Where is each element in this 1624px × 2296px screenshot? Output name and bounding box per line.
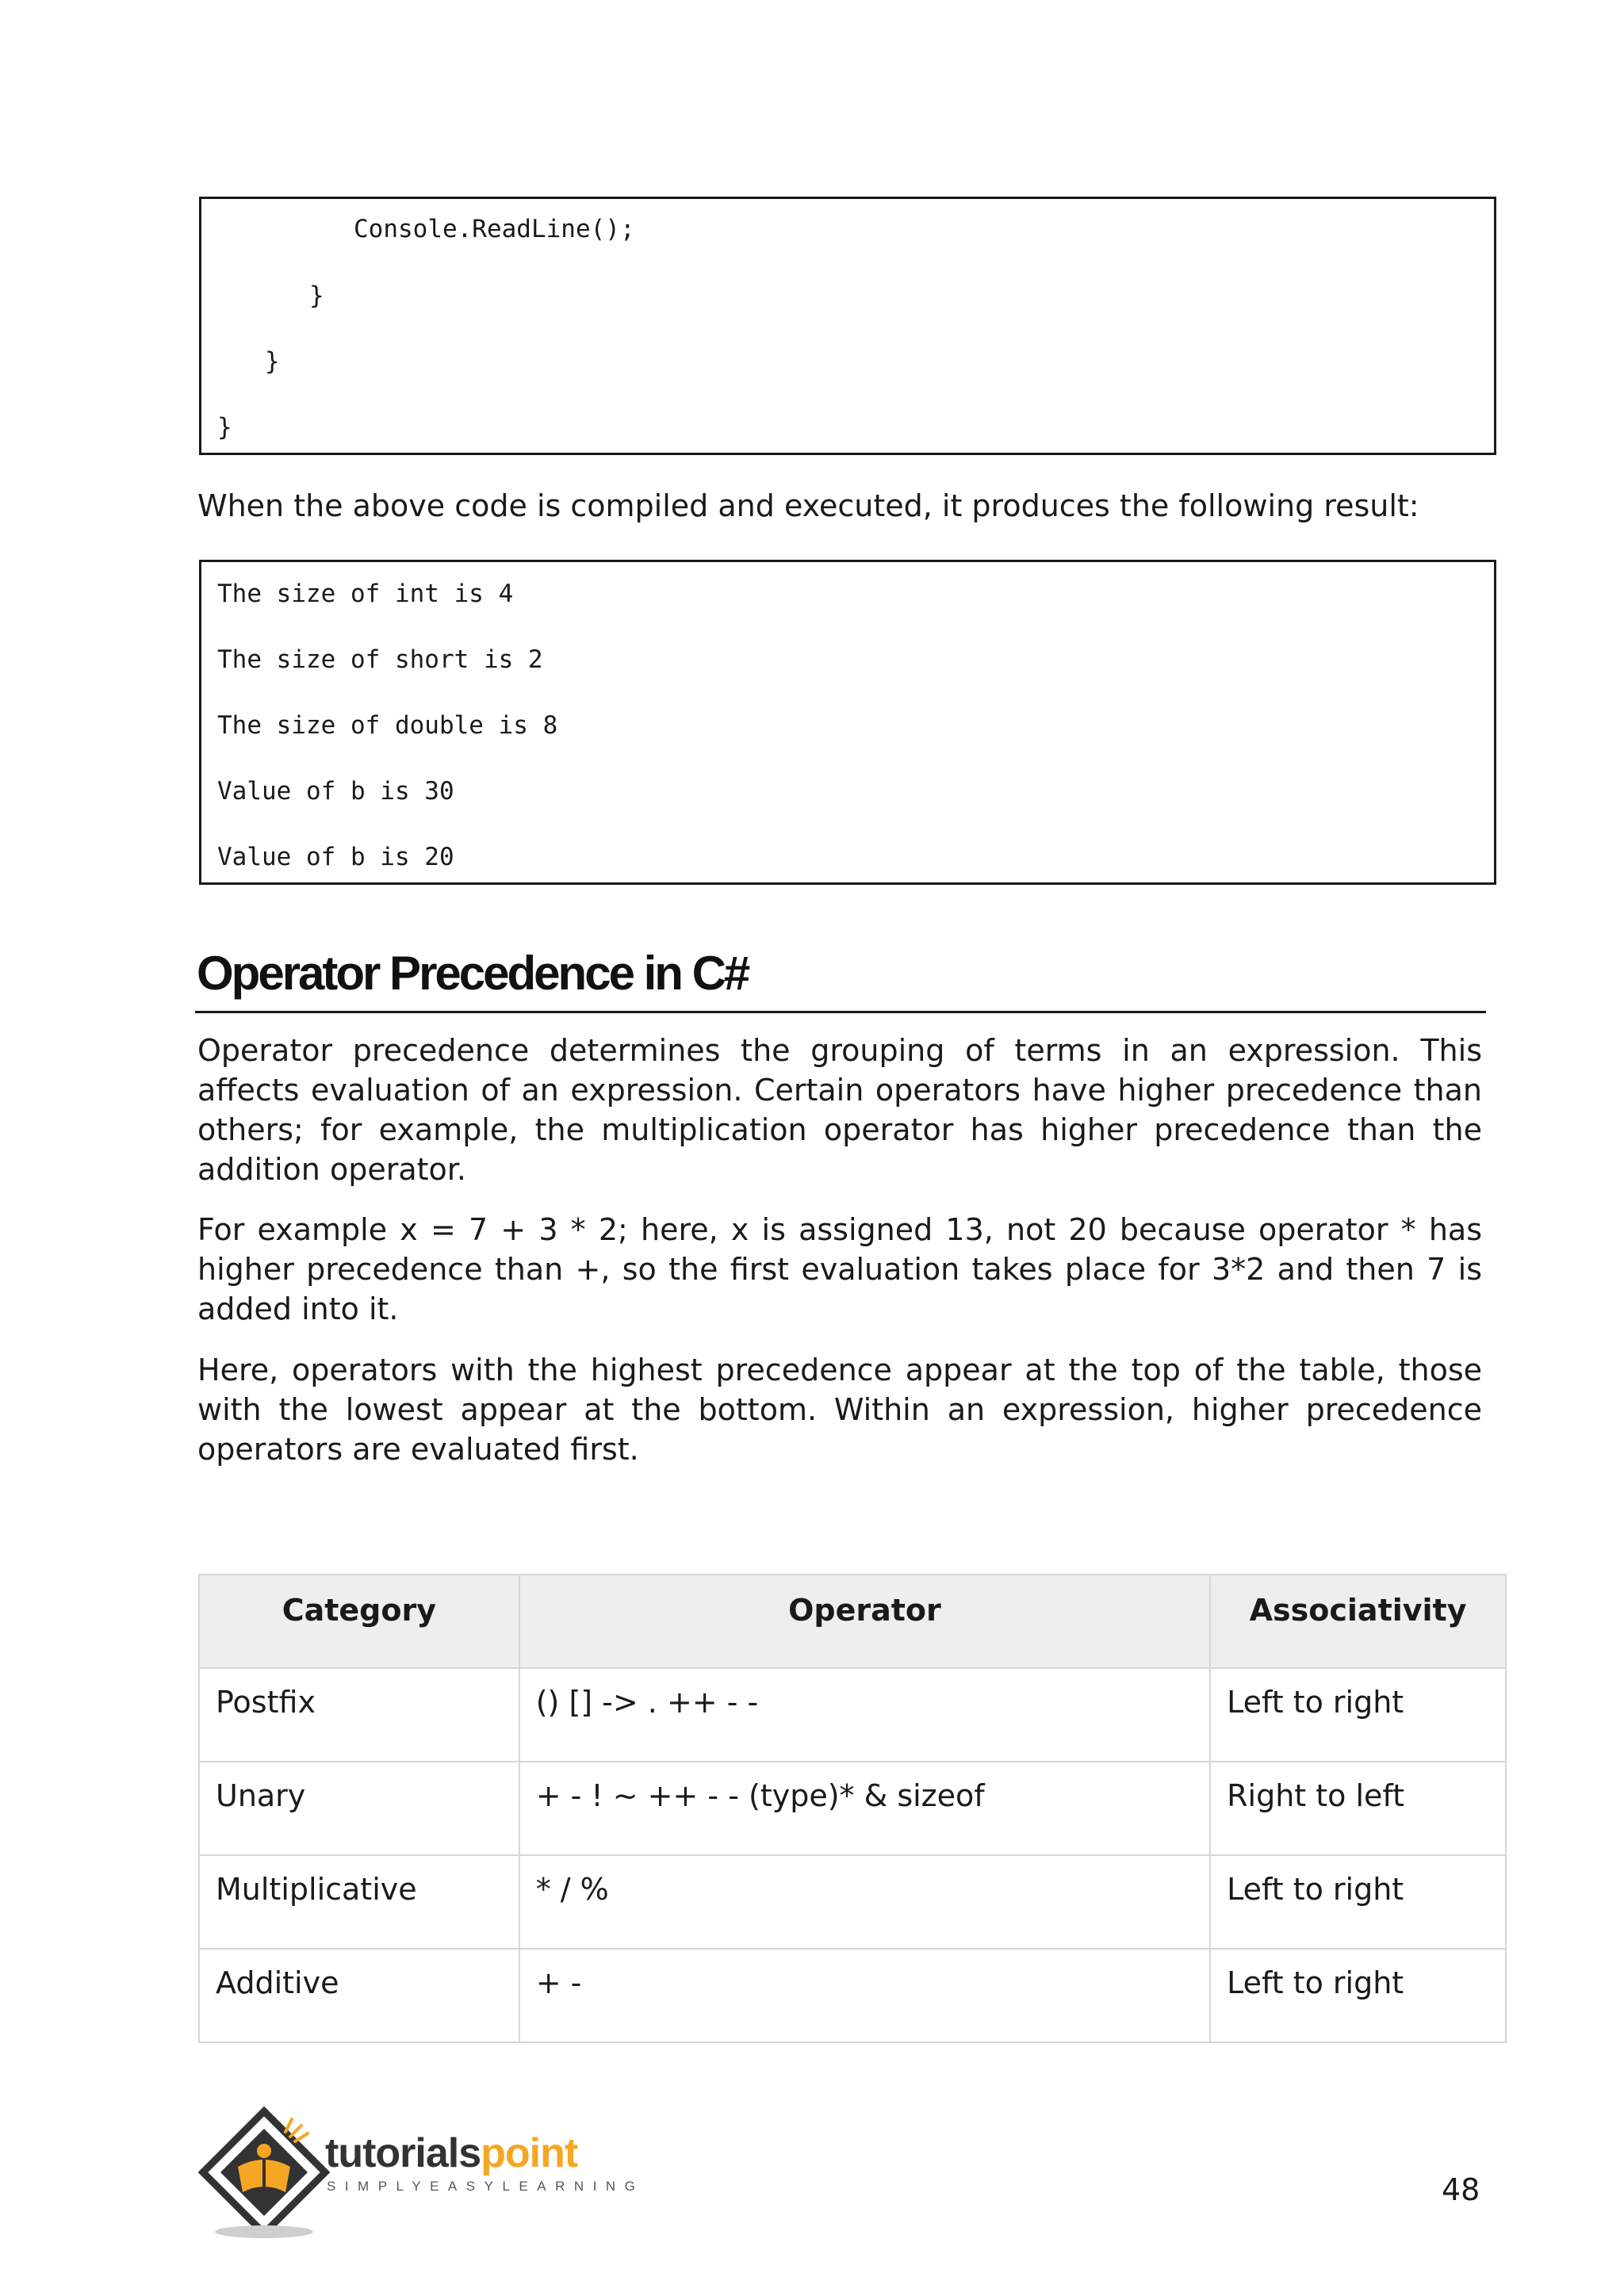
result-line: The size of int is 4 <box>217 580 514 608</box>
result-block <box>199 560 1496 885</box>
logo-emblem-icon <box>203 2111 325 2238</box>
paragraph-example: For example x = 7 + 3 * 2; here, x is assigned 13, not 20 because operator * has higher precedence than +, so the first evaluation takes place for 3*2 and then 7 is added into it. <box>197 1212 1482 1326</box>
tutorialspoint-logo <box>197 2105 657 2240</box>
cell-category: Multiplicative <box>199 1855 519 1949</box>
result-line: The size of short is 2 <box>217 645 543 674</box>
cell-associativity: Right to left <box>1210 1762 1506 1855</box>
table-row <box>199 1668 1506 1762</box>
header-category: Category <box>199 1575 519 1668</box>
code-line: } <box>309 281 324 310</box>
paragraph-table-explainer: Here, operators with the highest precedence appear at the top of the table, those with the lowest appear at the bottom. Within an expression, higher precedence operators are evaluated first. <box>197 1353 1482 1467</box>
section-title: Operator Precedence in C# <box>197 947 749 1000</box>
cell-operator: () [] -> . ++ - - <box>519 1668 1210 1762</box>
header-associativity: Associativity <box>1210 1575 1506 1668</box>
code-line: Console.ReadLine(); <box>354 215 635 243</box>
cell-category: Additive <box>199 1949 519 2042</box>
result-line: Value of b is 20 <box>217 843 454 871</box>
table-header-row <box>199 1575 1506 1668</box>
cell-operator: + - <box>519 1949 1210 2042</box>
code-line: } <box>217 413 232 442</box>
header-operator: Operator <box>519 1575 1210 1668</box>
logo-wordmark: tutorialspoint <box>325 2130 578 2176</box>
table-row <box>199 1855 1506 1949</box>
cell-operator: * / % <box>519 1855 1210 1949</box>
page-number: 48 <box>1442 2172 1480 2207</box>
code-block <box>199 197 1496 455</box>
result-line: Value of b is 30 <box>217 777 454 806</box>
cell-associativity: Left to right <box>1210 1668 1506 1762</box>
table-row <box>199 1762 1506 1855</box>
cell-associativity: Left to right <box>1210 1855 1506 1949</box>
paragraph-precedence-intro: Operator precedence determines the grouping of terms in an expression. This affects evaluation of an expression. Certain operators have higher precedence than others; for example, the multiplication operator has higher precedence than the addition operator. <box>197 1033 1482 1187</box>
code-line: } <box>265 347 280 376</box>
result-line: The size of double is 8 <box>217 711 558 740</box>
intro-sentence: When the above code is compiled and executed, it produces the following result: <box>197 488 1419 523</box>
table-row <box>199 1949 1506 2042</box>
operator-precedence-table <box>198 1574 1507 2043</box>
cell-associativity: Left to right <box>1210 1949 1506 2042</box>
heading-divider <box>195 1011 1486 1013</box>
cell-operator: + - ! ~ ++ - - (type)* & sizeof <box>519 1762 1210 1855</box>
cell-category: Postfix <box>199 1668 519 1762</box>
logo-graphic <box>197 2105 657 2240</box>
logo-tagline: SIMPLYEASYLEARNING <box>327 2179 645 2194</box>
cell-category: Unary <box>199 1762 519 1855</box>
